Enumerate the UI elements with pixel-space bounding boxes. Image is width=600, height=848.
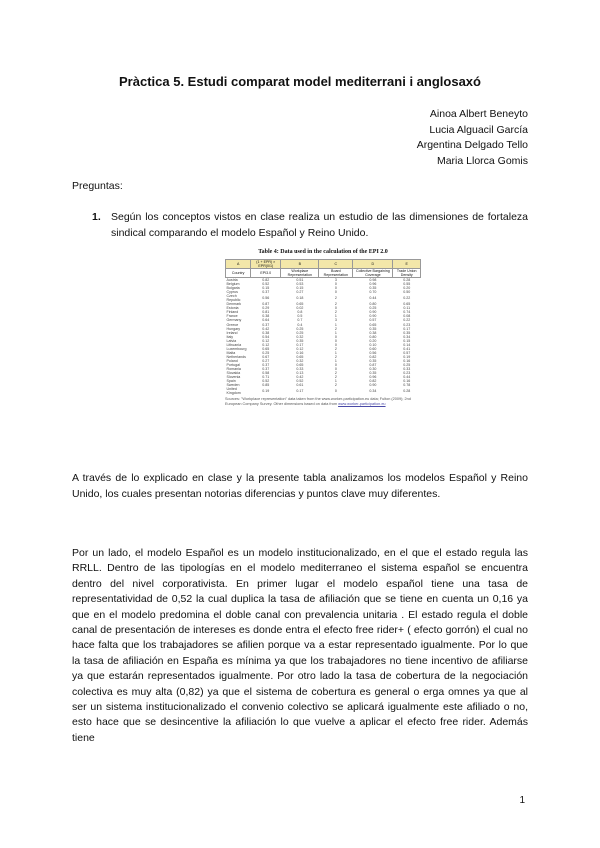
table-value-cell: 0.28 [403, 389, 411, 394]
table-body [226, 278, 421, 396]
table-value-cell: 0.87 [369, 362, 377, 367]
table-country-cell: Latvia [226, 338, 237, 343]
table-header-cell: Country [226, 269, 251, 278]
table-value-cell: 0.58 [262, 371, 270, 376]
table-country-cell: United Kingdom [226, 387, 241, 396]
table-header-cell: D [353, 260, 393, 269]
table-value-cell: 0.70 [369, 290, 377, 295]
table-value-cell: 0.37 [262, 362, 270, 367]
table-value-cell: 0.12 [262, 342, 270, 347]
data-table [225, 259, 421, 395]
table-value-cell: 0.65 [369, 322, 377, 327]
table-value-cell: 0.14 [403, 342, 411, 347]
table-value-cell: 0.65 [296, 362, 304, 367]
table-header-cell: Board Representation [319, 269, 353, 278]
table-value-cell: 2 [334, 296, 337, 301]
table-value-cell: 0.15 [403, 338, 411, 343]
table-value-cell: 0.18 [296, 296, 304, 301]
table-value-cell: 0.56 [262, 296, 270, 301]
table-value-cell: 0.35 [369, 286, 377, 291]
table-value-cell: 0.32 [296, 358, 304, 363]
table-value-cell: 0.25 [403, 362, 411, 367]
author-list [417, 107, 528, 169]
table-value-cell: 0.61 [296, 383, 304, 388]
table-value-cell: 0.65 [403, 302, 411, 307]
table-value-cell: 0.20 [403, 286, 411, 291]
table-value-cell: 0.17 [296, 389, 304, 394]
paragraph-intro: A través de lo explicado en clase y la presente tabla analizamos los modelos Español y Reino Unido, los cuales presentan notorias diferencias y puntos clave muy diferentes. [72, 472, 528, 500]
table-value-cell: 0.96 [369, 282, 377, 287]
table-country-cell: Hungary [226, 326, 241, 331]
author-name: Lucia Alguacil García [429, 123, 528, 136]
table-value-cell: 0.42 [262, 326, 270, 331]
table-country-cell: Luxembourg [226, 346, 247, 351]
table-value-cell: 0.10 [369, 342, 377, 347]
table-value-cell: 0 [334, 389, 337, 394]
table-value-cell: 0.25 [296, 330, 304, 335]
table-value-cell: 3 [334, 318, 337, 323]
table-row [226, 294, 421, 302]
table-value-cell: 0.67 [262, 354, 270, 359]
table-value-cell: 0.4 [297, 322, 303, 327]
table-value-cell: 0.13 [296, 371, 304, 376]
table-country-cell: Slovenia [226, 375, 241, 380]
table-value-cell: 0.20 [369, 338, 377, 343]
page-number: 1 [519, 795, 525, 806]
table-header-cell: Collective Bargaining Coverage [353, 269, 393, 278]
table-value-cell: 0.12 [262, 338, 270, 343]
table-value-cell: 0.65 [296, 354, 304, 359]
table-value-cell: 1 [334, 314, 337, 319]
table-value-cell: 0.81 [262, 310, 270, 315]
table-value-cell: 0.8 [297, 310, 303, 315]
table-country-cell: Slovakia [226, 371, 241, 376]
table-value-cell: 0.78 [403, 383, 411, 388]
table-value-cell: 0 [334, 367, 337, 372]
table-value-cell: 0.56 [369, 350, 377, 355]
table-country-cell: Cyprus [226, 290, 238, 295]
table-value-cell: 2 [334, 371, 337, 376]
table-value-cell: 0.22 [403, 318, 411, 323]
table-country-cell: France [226, 314, 238, 319]
author-name: Argentina Delgado Tello [416, 139, 528, 151]
table-source [225, 397, 421, 407]
table-country-cell: Estonia [226, 306, 239, 311]
table-value-cell: 0.22 [403, 296, 411, 301]
table-value-cell: 1 [334, 379, 337, 384]
table-value-cell: 0.5 [297, 314, 303, 319]
table-row [226, 387, 421, 395]
table-value-cell: 0.44 [369, 296, 377, 301]
table-value-cell: 0.15 [262, 286, 270, 291]
table-value-cell: 0.16 [296, 350, 304, 355]
table-value-cell: 0.27 [296, 290, 304, 295]
table-value-cell: 0.25 [369, 306, 377, 311]
table-value-cell: 0 [334, 306, 337, 311]
table-value-cell: 0.11 [403, 306, 411, 311]
table-value-cell: 0.32 [296, 334, 304, 339]
table-value-cell: 0.23 [403, 371, 411, 376]
table-value-cell: 0.90 [369, 310, 377, 315]
table-value-cell: 0.23 [403, 322, 411, 327]
table-caption: Table 4: Data used in the calculation of the EPI 2.0 [258, 249, 388, 255]
table-country-cell: Germany [226, 318, 242, 323]
question-number: 1. [92, 211, 101, 223]
table-value-cell: 0.41 [403, 346, 411, 351]
table-value-cell: 0.57 [369, 318, 377, 323]
table-value-cell: 0 [334, 286, 337, 291]
table-value-cell: 0.55 [403, 282, 411, 287]
table-country-cell: Sweden [226, 383, 240, 388]
table-country-cell: Lithuania [226, 342, 242, 347]
table-value-cell: 2 [334, 346, 337, 351]
table-country-cell: Austria [226, 278, 238, 282]
table-value-cell: 2 [334, 375, 337, 380]
table-value-cell: 0.15 [296, 286, 304, 291]
table-value-cell: 0 [334, 290, 337, 295]
table-value-cell: 0.37 [262, 290, 270, 295]
table-value-cell: 0.37 [262, 322, 270, 327]
table-value-cell: 0.74 [403, 310, 411, 315]
table-value-cell: 0.71 [262, 375, 270, 380]
table-value-cell: 0.02 [296, 306, 304, 311]
table-header-names [226, 269, 421, 278]
table-country-cell: Ireland [226, 330, 238, 335]
table-country-cell: Romania [226, 367, 241, 372]
table-value-cell: 0.16 [403, 358, 411, 363]
table-country-cell: Bulgaria [226, 286, 240, 291]
table-country-cell: Poland [226, 358, 238, 363]
page-title: Pràctica 5. Estudi comparat model mediterrani i anglosaxó [119, 74, 481, 89]
table-value-cell: 2 [334, 383, 337, 388]
table-value-cell: 0.96 [369, 375, 377, 380]
table-header-cell: C [319, 260, 353, 269]
table-header-cell: EPI3.0 [251, 269, 281, 278]
table-value-cell: 0.35 [369, 371, 377, 376]
table-value-cell: 2 [334, 354, 337, 359]
table-country-cell: Malta [226, 350, 236, 355]
table-value-cell: 0.12 [296, 346, 304, 351]
table-value-cell: 0.52 [262, 282, 270, 287]
table-value-cell: 0.25 [262, 350, 270, 355]
table-value-cell: 2 [334, 326, 337, 331]
table-value-cell: 0.53 [296, 282, 304, 287]
table-value-cell: 0.33 [296, 367, 304, 372]
table-value-cell: 0 [334, 282, 337, 287]
table-country-cell: Italy [226, 334, 234, 339]
table-value-cell: 0.51 [296, 278, 304, 282]
table-value-cell: 0.19 [403, 354, 411, 359]
table-value-cell: 3 [334, 278, 337, 282]
table-value-cell: 0.82 [369, 379, 377, 384]
table-value-cell: 0.85 [262, 383, 270, 388]
table-country-cell: Belgium [226, 282, 240, 287]
table-value-cell: 0.90 [369, 314, 377, 319]
table-value-cell: 0.38 [262, 330, 270, 335]
table-country-cell: Portugal [226, 362, 240, 367]
table-value-cell: 0.17 [403, 326, 411, 331]
table-value-cell: 0.52 [262, 379, 270, 384]
table-header-cell: E [393, 260, 421, 269]
table-value-cell: 0.80 [369, 302, 377, 307]
table-value-cell: 0.27 [262, 358, 270, 363]
table-value-cell: 0.35 [369, 358, 377, 363]
table-value-cell: 0.50 [403, 290, 411, 295]
table-value-cell: 2 [334, 310, 337, 315]
table-value-cell: 0.98 [369, 278, 377, 282]
table-value-cell: 0.35 [369, 326, 377, 331]
table-source-link[interactable]: www.worker-participation.eu [338, 402, 386, 407]
table-value-cell: 0.65 [296, 302, 304, 307]
table-header-cell: B [281, 260, 319, 269]
table-value-cell: 0.44 [403, 375, 411, 380]
table-value-cell: 0.82 [369, 354, 377, 359]
question-item [92, 210, 528, 241]
table-value-cell: 0.90 [369, 383, 377, 388]
table-value-cell: 1 [334, 330, 337, 335]
table-value-cell: 0.30 [369, 367, 377, 372]
table-value-cell: 0.87 [262, 302, 270, 307]
table-header-cell: A [226, 260, 251, 269]
table-value-cell: 0.52 [296, 379, 304, 384]
table-country-cell: Spain [226, 379, 236, 384]
table-country-cell: Greece [226, 322, 239, 327]
question-text: Según los conceptos vistos en clase realiza un estudio de las dimensiones de fortaleza sindical comparando el modelo Español y Reino Unido. [111, 211, 528, 239]
table-value-cell: 0 [334, 342, 337, 347]
questions-label: Preguntas: [72, 180, 123, 192]
table-value-cell: 2 [334, 302, 337, 307]
table-value-cell: 0.38 [369, 330, 377, 335]
table-value-cell: 0.65 [262, 346, 270, 351]
paragraph-spanish-model: Por un lado, el modelo Español es un modelo institucionalizado, en el que el estado regula las RRLL. Dentro de las tipologías en el modelo mediterraneo el sistema español se encuentra dentro del nivel corporativista. En primer lugar el modelo español tiene una tasa de representatividad de 0,52 la cual duplica la tasa de afiliación que se tiene en cuenta un 0,16 ya que en el modelo predomina el doble canal con prevalencia unitaria . El estado regula el doble canal de presentación de intereses es donde entra el efecto free rider+ ( efecto gorrón) el cual no hace falta que los trabajadores se afilien porque va a estar representado igualmente. Por lo que la tasa de afiliación en España es mínima ya que los trabajadores no tiene incentivo de afiliarse ya que estarán representados igualmente. Por otro lado la tasa de cobertura de la negociación colectiva es muy alta (0,82) ya que el sistema de cobertura es general o erga omnes ya que al ser un sistema institucionalizado el convenio colectivo se aplicará igualmente este afiliado o no, esto hace que se desincentive la afiliación lo que vuelve a aplicar el efecto free rider. Además tiene [72, 547, 528, 744]
table-value-cell: 0.19 [262, 389, 270, 394]
table-value-cell: 0.34 [369, 389, 377, 394]
table-value-cell: 0.54 [262, 334, 270, 339]
table-value-cell: 0.17 [296, 342, 304, 347]
author-name: Ainoa Albert Beneyto [429, 108, 528, 120]
table-value-cell: 0.7 [297, 318, 303, 323]
table-value-cell: 0.42 [296, 375, 304, 380]
table-value-cell: 0.38 [262, 314, 270, 319]
table-value-cell: 0.28 [403, 278, 411, 282]
table-value-cell: 0.37 [262, 367, 270, 372]
table-value-cell: 0.60 [369, 346, 377, 351]
table-value-cell: 0.34 [403, 334, 411, 339]
table-value-cell: 1 [334, 350, 337, 355]
table-value-cell: 0.80 [369, 334, 377, 339]
data-table-figure [225, 249, 421, 453]
table-value-cell: 1 [334, 322, 337, 327]
author-name: Maria Llorca Gomis [436, 154, 528, 167]
table-value-cell: 0.25 [296, 326, 304, 331]
table-value-cell: 0.82 [262, 278, 270, 282]
table-value-cell: 0 [334, 338, 337, 343]
table-value-cell: 1 [334, 358, 337, 363]
table-country-cell: Netherlands [226, 354, 246, 359]
table-value-cell: 0.64 [262, 318, 270, 323]
table-value-cell: 0.33 [403, 367, 411, 372]
table-country-cell: Finland [226, 310, 239, 315]
table-value-cell: 0.08 [403, 314, 411, 319]
table-value-cell: 0.35 [296, 338, 304, 343]
table-value-cell: 0 [334, 362, 337, 367]
table-header-cell: Workplace Representation [281, 269, 319, 278]
table-value-cell: 0.57 [403, 350, 411, 355]
table-header-cell: Trade Union Density [393, 269, 421, 278]
table-country-cell: Denmark [226, 302, 242, 307]
table-value-cell: 0.35 [403, 330, 411, 335]
table-header-letters [226, 260, 421, 269]
table-source-text: Sources: "Workplace representation" data taken from the www.worker-participation.eu data; Fulton (2009); 2nd European Company Survey. Other dimensions based on data from [225, 397, 411, 407]
table-country-cell: Czech Republic [226, 294, 241, 303]
table-header-cell: (1 + EPR) × EPR(0/1) [251, 260, 281, 269]
table-value-cell: 0.16 [403, 379, 411, 384]
table-value-cell: 0.29 [262, 306, 270, 311]
table-value-cell: 0 [334, 334, 337, 339]
